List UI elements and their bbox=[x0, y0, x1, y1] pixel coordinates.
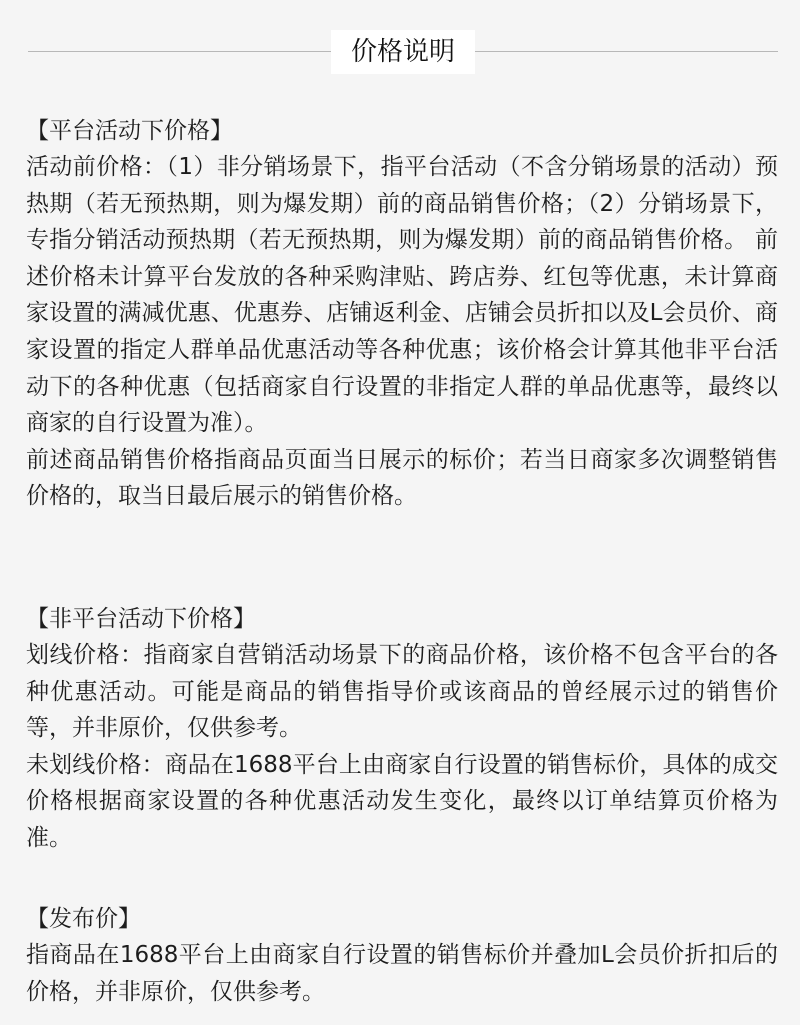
paragraph-published-price: 指商品在1688平台上由商家自行设置的销售标价并叠加L会员价折扣后的价格，并非原价，仅供参考。 bbox=[26, 942, 778, 1005]
section-heading: 【平台活动下价格】 bbox=[26, 118, 233, 144]
paragraph-sale-price-definition: 前述商品销售价格指商品页面当日展示的标价；若当日商家多次调整销售价格的，取当日最后展示的销售价格。 bbox=[26, 446, 778, 510]
paragraph-strikethrough-price: 划线价格：指商家自营销活动场景下的商品价格，该价格不包含平台的各种优惠活动。可能是商品的销售指导价或该商品的曾经展示过的销售价等，并非原价，仅供参考。 bbox=[26, 642, 778, 742]
paragraph-non-strikethrough-price: 未划线价格：商品在1688平台上由商家自行设置的销售标价，具体的成交价格根据商家设置的各种优惠活动发生变化，最终以订单结算页价格为准。 bbox=[26, 751, 778, 851]
title-bar bbox=[28, 28, 778, 76]
page-title: 价格说明 bbox=[331, 30, 475, 74]
section-heading: 【发布价】 bbox=[26, 906, 141, 932]
section-heading: 【非平台活动下价格】 bbox=[26, 606, 256, 632]
paragraph-pre-activity-price: 活动前价格：（1）非分销场景下，指平台活动（不含分销场景的活动）预热期（若无预热期，则为爆发期）前的商品销售价格；（2）分销场景下，专指分销活动预热期（若无预热期，则为爆发期）前的商品销售价格。 前述价格未计算平台发放的各种采购津贴、跨店券、红包等优惠，未计算商家设置的满减优惠、优惠券、店铺返利金、店铺会员折扣以及L会员价、商家设置的指定人群单品优惠活动等各种优惠；该价格会计算其他非平台活动下的各种优惠（包括商家自行设置的非指定人群的单品优惠等，最终以商家的自行设置为准）。 bbox=[26, 154, 778, 437]
section-non-platform-activity-price bbox=[26, 602, 778, 857]
section-published-price bbox=[26, 902, 778, 1010]
section-platform-activity-price bbox=[26, 114, 778, 515]
